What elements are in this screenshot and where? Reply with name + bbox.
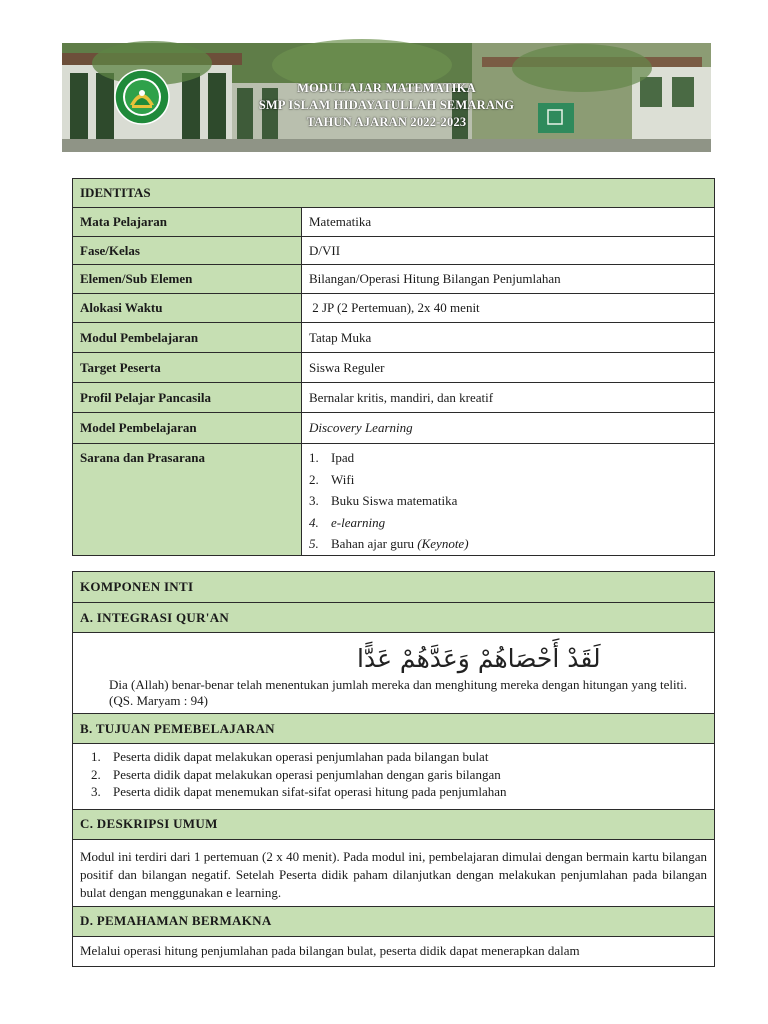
row-label: Model Pembelajaran [73, 413, 302, 444]
komponen-inti-table [72, 571, 715, 967]
quran-box [73, 633, 714, 713]
sarana-list [309, 447, 707, 555]
arabic-verse-text: لَقَدْ أَحْصَاهُمْ وَعَدَّهُمْ عَدًّا [357, 644, 601, 673]
module-title: MODUL AJAR MATEMATIKA [297, 81, 476, 95]
row-label: Modul Pembelajaran [73, 323, 302, 353]
school-name: SMP ISLAM HIDAYATULLAH SEMARANG [258, 98, 515, 112]
list-item: 3. Peserta didik dapat menemukan sifat-sifat operasi hitung pada penjumlahan [91, 784, 507, 799]
row-value: Tatap Muka [302, 323, 715, 353]
list-item: 1. Peserta didik dapat melakukan operasi penjumlahan pada bilangan bulat [91, 749, 489, 764]
row-label: Elemen/Sub Elemen [73, 265, 302, 294]
list-item: 2. Wifi [309, 471, 355, 487]
list-item: 2. Peserta didik dapat melakukan operasi penjumlahan dengan garis bilangan [91, 766, 501, 782]
row-value: Discovery Learning [302, 413, 715, 444]
row-label: Alokasi Waktu [73, 294, 302, 323]
table-row [73, 294, 715, 323]
academic-year: TAHUN AJARAN 2022-2023 [306, 115, 467, 129]
quran-translation: Dia (Allah) benar-benar telah menentukan jumlah mereka dan menghitung mereka dengan hitungan yang teliti. (QS. Maryam : 94) [109, 677, 688, 708]
komponen-header: KOMPONEN INTI [73, 572, 715, 603]
section-title-pemahaman: D. PEMAHAMAN BERMAKNA [73, 906, 715, 936]
row-value: D/VII [302, 237, 715, 265]
list-item: 1. Ipad [309, 450, 355, 465]
row-value: 2 JP (2 Pertemuan), 2x 40 menit [302, 294, 715, 323]
list-item: 3. Buku Siswa matematika [309, 493, 458, 508]
list-item: 4. e-learning [309, 514, 386, 530]
identitas-header: IDENTITAS [73, 179, 715, 208]
row-value: Bilangan/Operasi Hitung Bilangan Penjumlahan [302, 265, 715, 294]
row-label: Profil Pelajar Pancasila [73, 383, 302, 413]
section-title-deskripsi: C. DESKRIPSI UMUM [73, 809, 715, 839]
row-label: Fase/Kelas [73, 237, 302, 265]
deskripsi-text: Modul ini terdiri dari 1 pertemuan (2 x 40 menit). Pada modul ini, pembelajaran dimulai dengan bermain kartu bilangan positif dan bilangan negatif. Setelah Peserta didik paham dilanjutkan dengan melakukan penjumlahan pada bilangan bulat dengan menggunakan e learning. [80, 848, 707, 900]
table-row [73, 208, 715, 237]
row-value: Bernalar kritis, mandiri, dan kreatif [302, 383, 715, 413]
table-row [73, 323, 715, 353]
table-row [73, 265, 715, 294]
section-title-quran: A. INTEGRASI QUR'AN [73, 603, 715, 633]
section-title-tujuan: B. TUJUAN PEMEBELAJARAN [73, 714, 715, 744]
tujuan-list [73, 744, 714, 809]
identitas-table [72, 178, 715, 556]
table-row [73, 444, 715, 556]
row-value: Matematika [302, 208, 715, 237]
table-row [73, 383, 715, 413]
list-item: 5. Bahan ajar guru (Keynote) [309, 536, 469, 551]
arabic-verse-image [103, 637, 601, 677]
header-banner [62, 43, 711, 152]
pemahaman-text: Melalui operasi hitung penjumlahan pada bilangan bulat, peserta didik dapat menerapkan dalam [73, 936, 715, 966]
row-label: Mata Pelajaran [73, 208, 302, 237]
banner-titles [62, 80, 711, 131]
table-row [73, 353, 715, 383]
row-label: Sarana dan Prasarana [73, 444, 302, 556]
table-row [73, 237, 715, 265]
row-label: Target Peserta [73, 353, 302, 383]
table-row [73, 413, 715, 444]
row-value: Siswa Reguler [302, 353, 715, 383]
row-value [302, 444, 715, 556]
